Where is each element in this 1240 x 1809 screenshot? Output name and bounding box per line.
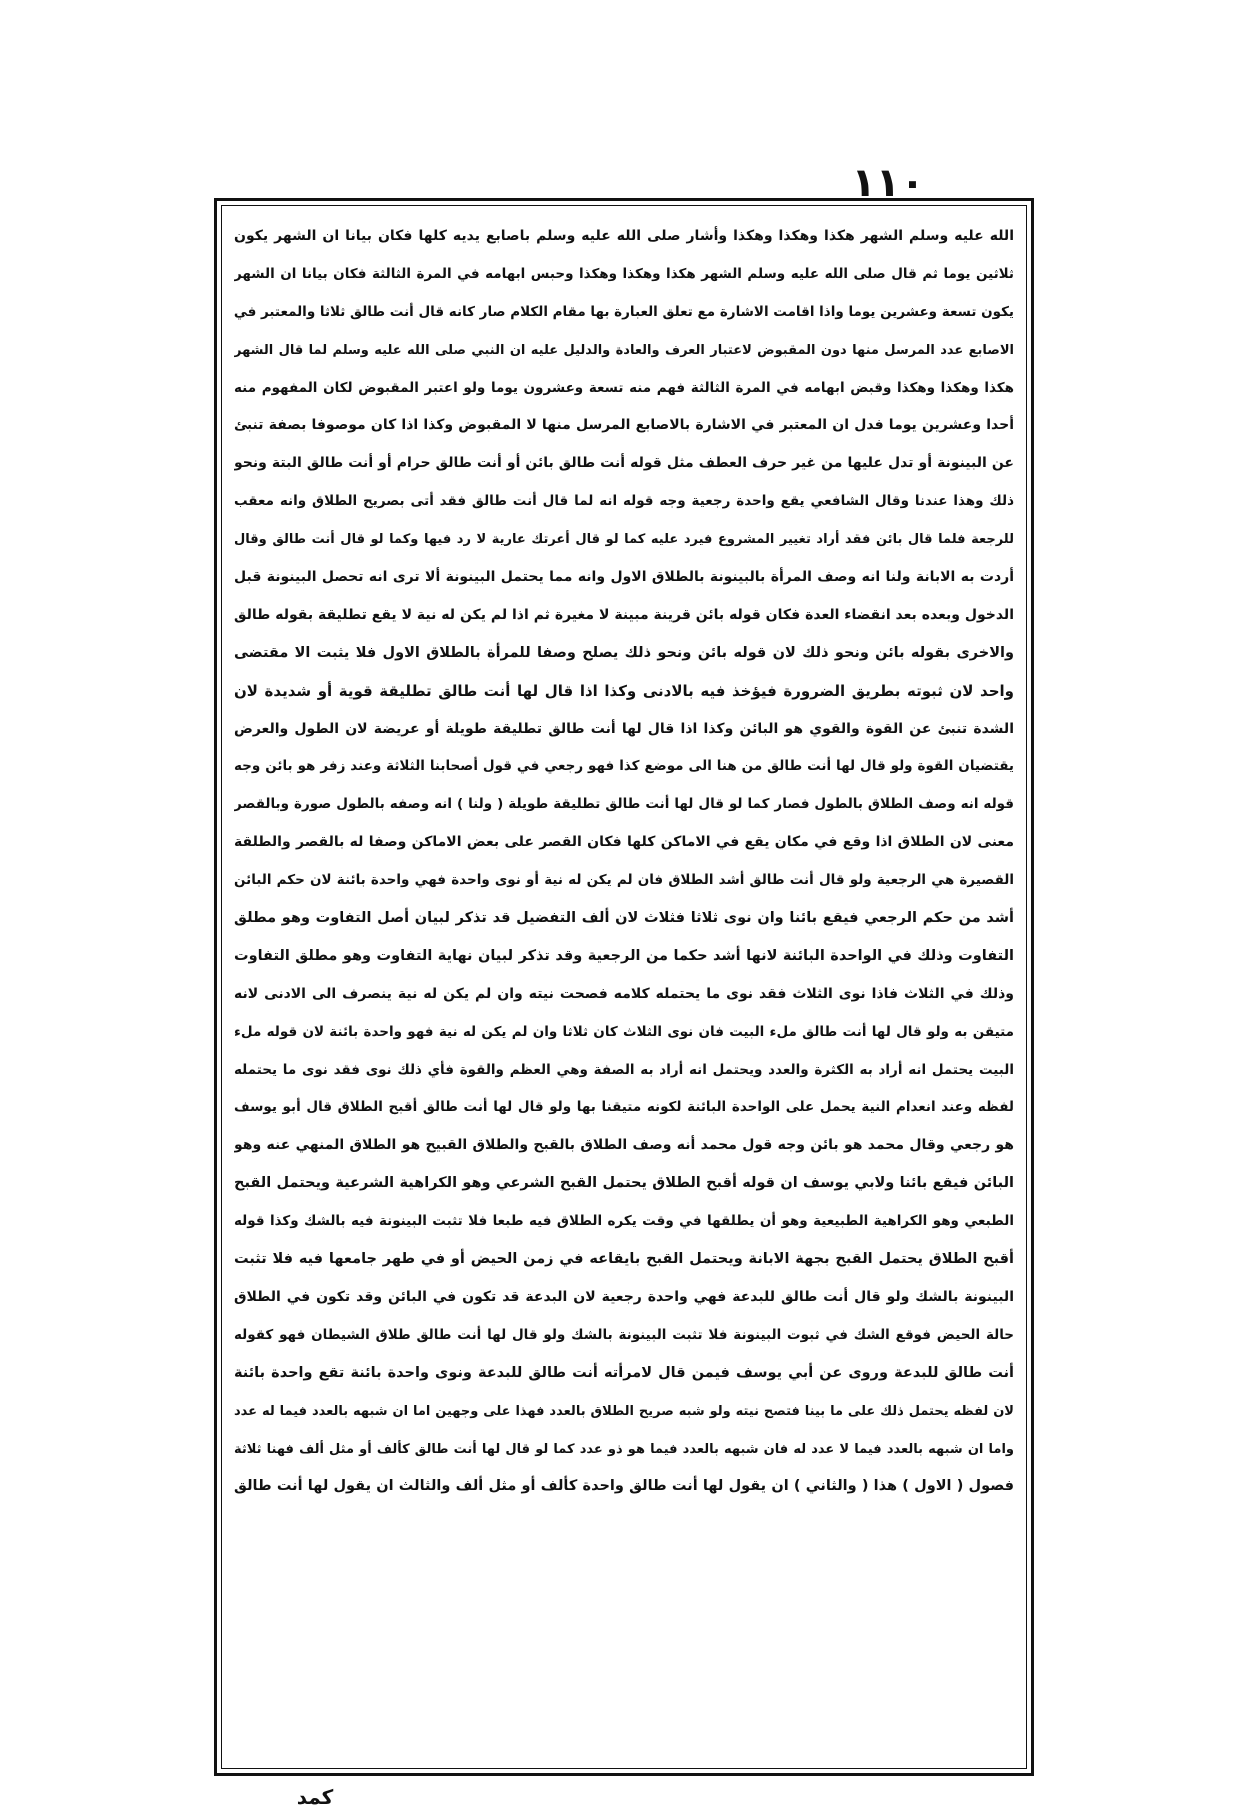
text-line: هو رجعي وقال محمد هو بائن وجه قول محمد أنه وصف الطلاق بالقبح والطلاق القبيح هو الطلاق المنهي عنه وهو xyxy=(234,1137,1014,1154)
text-line: البائن فيقع بائنا ولابي يوسف ان قوله أقبح الطلاق يحتمل القبح الشرعي وهو الكراهية الشرعية ويحتمل القبح xyxy=(234,1175,1014,1192)
text-line: ثلاثين يوما ثم قال صلى الله عليه وسلم الشهر هكذا وهكذا وهكذا وحبس ابهامه في المرة الثالثة فكان بيانا ان الشهر xyxy=(234,265,1014,282)
text-line: متيقن به ولو قال لها أنت طالق ملء البيت فان نوى الثلاث كان ثلاثا وان لم يكن له نية فهو واحدة بائنة لان قوله ملء xyxy=(234,1023,1014,1040)
text-line: الله عليه وسلم الشهر هكذا وهكذا وهكذا وأشار صلى الله عليه وسلم باصابع يديه كلها فكان بيانا ان الشهر يكون xyxy=(234,228,1014,244)
text-line: يكون تسعة وعشرين يوما واذا اقامت الاشارة مع تعلق العبارة بها مقام الكلام صار كانه قال أنت طالق ثلاثا والمعتبر في xyxy=(234,303,1014,320)
text-line: الطبعي وهو الكراهية الطبيعية وهو أن يطلقها في وقت يكره الطلاق فيه طبعا فلا تثبت البينونة فيه بالشك وكذا قوله xyxy=(234,1213,1014,1230)
text-line: التفاوت وذلك في الواحدة البائنة لانها أشد حكما من الرجعية وقد تذكر لبيان نهاية التفاوت وهو مطلق التفاوت xyxy=(234,947,1014,964)
text-line: البيت يحتمل انه أراد به الكثرة والعدد ويحتمل انه أراد به الصفة وهي العظم والقوة فأي ذلك نوى فقد نوى ما يحتمله xyxy=(234,1061,1014,1078)
text-line: وذلك في الثلاث فاذا نوى الثلاث فقد نوى ما يحتمله كلامه فصحت نيته وان لم يكن له نية ينصرف الى الادنى لانه xyxy=(234,985,1014,1002)
text-line: الدخول وبعده بعد انقضاء العدة فكان قوله بائن قرينة مبينة لا مغيرة ثم اذا لم يكن له نية لا يقع تطليقة بقوله طالق xyxy=(234,606,1014,623)
text-line: الاصابع عدد المرسل منها دون المقبوض لاعتبار العرف والعادة والدليل عليه ان النبي صلى الله عليه وسلم لما قال الشهر xyxy=(234,342,1014,358)
text-line: البينونة بالشك ولو قال أنت طالق للبدعة فهي واحدة رجعية لان البدعة قد تكون في البائن وقد تكون في الطلاق xyxy=(234,1288,1014,1305)
text-line: قوله انه وصف الطلاق بالطول فصار كما لو قال لها أنت طالق تطليقة طويلة ( ولنا ) انه وصفه بالطول صورة وبالقصر xyxy=(234,796,1014,813)
main-text xyxy=(234,218,1014,1506)
text-line: أحدا وعشرين يوما فدل ان المعتبر في الاشارة بالاصابع المرسل منها لا المقبوض وكذا اذا كان موصوفا بصفة تنبئ xyxy=(234,417,1014,434)
text-line: معنى لان الطلاق اذا وقع في مكان يقع في الاماكن كلها فكان القصر على بعض الاماكن وصفا له بالقصر والطلقة xyxy=(234,834,1014,851)
text-line: لان لفظه يحتمل ذلك على ما بينا فتصح نيته ولو شبه صريح الطلاق بالعدد فهذا على وجهين اما ان شبهه بالعدد فيما له عدد xyxy=(234,1403,1014,1419)
text-line: لفظه وعند انعدام النية يحمل على الواحدة البائنة لكونه متيقنا بها ولو قال لها أنت طالق أقبح الطلاق قال أبو يوسف xyxy=(234,1099,1014,1116)
text-line: للرجعة فلما قال بائن فقد أراد تغيير المشروع فيرد عليه كما لو قال أعرتك عارية لا رد فيها وكما لو قال أنت طالق وقال xyxy=(234,532,1014,548)
text-line: القصيرة هي الرجعية ولو قال أنت طالق أشد الطلاق فان لم يكن له نية أو نوى واحدة فهي واحدة بائنة لان حكم البائن xyxy=(234,872,1014,889)
text-line: أنت طالق للبدعة وروى عن أبي يوسف فيمن قال لامرأته أنت طالق للبدعة ونوى واحدة بائنة تقع واحدة بائنة xyxy=(234,1364,1014,1381)
text-line: حالة الحيض فوقع الشك في ثبوت البينونة فلا تثبت البينونة بالشك ولو قال لها أنت طالق طلاق الشيطان فهو كقوله xyxy=(234,1326,1014,1343)
text-line: واحد لان ثبوته بطريق الضرورة فيؤخذ فيه بالادنى وكذا اذا قال لها أنت طالق تطليقة قوية أو شديدة لان xyxy=(234,681,1014,700)
text-line: ذلك وهذا عندنا وقال الشافعي يقع واحدة رجعية وجه قوله انه لما قال أنت طالق فقد أتى بصريح الطلاق وانه معقب xyxy=(234,493,1014,510)
text-line: أقبح الطلاق يحتمل القبح بجهة الابانة ويحتمل القبح بايقاعه في زمن الحيض أو في طهر جامعها فيه فلا تثبت xyxy=(234,1251,1014,1268)
page-frame-inner xyxy=(221,205,1027,1769)
text-line: الشدة تنبئ عن القوة والقوي هو البائن وكذا اذا قال لها أنت طالق تطليقة طويلة أو عريضة لان الطول والعرض xyxy=(234,720,1014,737)
text-line: فصول ( الاول ) هذا ( والثاني ) ان يقول لها أنت طالق واحدة كألف أو مثل ألف والثالث ان يقول لها أنت طالق xyxy=(234,1478,1014,1495)
text-line: هكذا وهكذا وهكذا وقبض ابهامه في المرة الثالثة فهم منه تسعة وعشرون يوما ولو اعتبر المقبوض لكان المفهوم منه xyxy=(234,379,1014,396)
catchword: كمد xyxy=(296,1785,334,1809)
text-line: واما ان شبهه بالعدد فيما لا عدد له فان شبهه بالعدد فيما هو ذو عدد كما لو قال لها أنت طالق كألف أو مثل ألف فهنا ثلاثة xyxy=(234,1441,1014,1457)
text-line: أردت به الابانة ولنا انه وصف المرأة بالبينونة بالطلاق الاول وانه مما يحتمل البينونة ألا ترى انه تحصل البينونة قبل xyxy=(234,569,1014,586)
text-line: يقتضيان القوة ولو قال لها أنت طالق من هنا الى موضع كذا فهو رجعي في قول أصحابنا الثلاثة وعند زفر هو بائن وجه xyxy=(234,758,1014,775)
text-line: أشد من حكم الرجعي فيقع بائنا وان نوى ثلاثا فثلاث لان ألف التفضيل قد تذكر لبيان أصل التفاوت وهو مطلق xyxy=(234,910,1014,927)
page-number: ١١٠ xyxy=(851,160,925,206)
text-line: والاخرى بقوله بائن ونحو ذلك لان قوله بائن ونحو ذلك يصلح وصفا للمرأة بالطلاق الاول فلا يثبت الا مقتضى xyxy=(234,644,1014,661)
text-line: عن البينونة أو تدل عليها من غير حرف العطف مثل قوله أنت طالق بائن أو أنت طالق حرام أو أنت طالق البتة ونحو xyxy=(234,455,1014,472)
